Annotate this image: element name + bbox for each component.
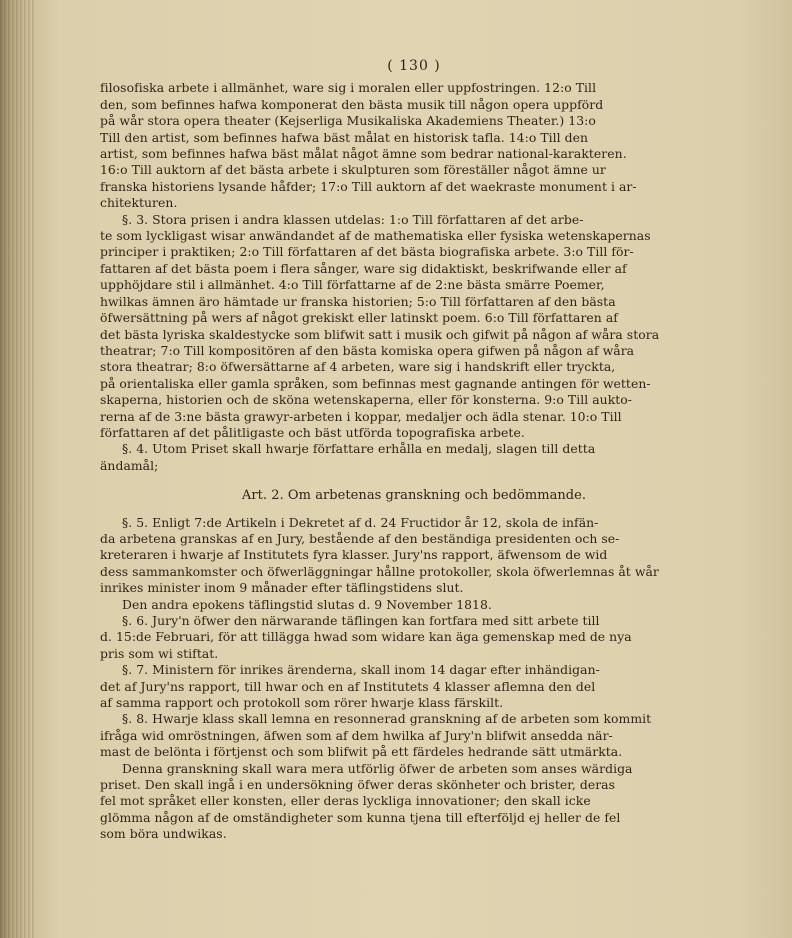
text-line: fattaren af det bästa poem i flera sånger, ware sig didaktiskt, beskrifwande eller af <box>100 260 627 276</box>
text-line: da arbetena granskas af en Jury, bestående af den beständiga presidenten och se- <box>100 530 620 546</box>
paragraph <box>100 662 728 711</box>
text-line: d. 15:de Februari, för att tillägga hwad som widare kan äga gemenskap med de nya <box>100 629 632 645</box>
text-line: upphöjdare stil i allmänhet. 4:o Till författarne af de 2:ne bästa smärre Poemer, <box>100 277 605 293</box>
paragraph <box>100 515 728 597</box>
text-line: på orientaliska eller gamla språken, som befinnas mest gagnande antingen för wetten- <box>100 375 651 391</box>
text-line: fel mot språket eller konsten, eller deras lyckliga innovationer; den skall icke <box>100 793 591 809</box>
section-prizes-class-1 <box>100 80 728 474</box>
text-line: franska historiens lysande håfder; 17:o Till auktorn af det waekraste monument i ar- <box>100 178 637 194</box>
text-line: hwilkas ämnen äro hämtade ur franska historien; 5:o Till författaren af den bästa <box>100 293 616 309</box>
text-line: 16:o Till auktorn af det bästa arbete i skulpturen som föreställer något ämne ur <box>100 162 606 178</box>
text-line: kreteraren i hwarje af Institutets fyra klasser. Jury'ns rapport, äfwensom de wid <box>100 547 608 563</box>
paragraph <box>100 711 728 760</box>
paragraph <box>100 441 728 474</box>
text-line: skaperna, historien och de sköna wetenskaperna, eller för konsterna. 9:o Till aukto- <box>100 392 633 408</box>
text-line: på wår stora opera theater (Kejserliga Musikaliska Akademiens Theater.) 13:o <box>100 113 596 129</box>
text-line: §. 4. Utom Priset skall hwarje författare erhålla en medalj, slagen till detta <box>122 441 596 457</box>
text-line: glömma någon af de omständigheter som kunna tjena till efterföljd ej heller de fel <box>100 809 621 825</box>
text-line: ifråga wid omröstningen, äfwen som af dem hwilka af Jury'n blifwit ansedda när- <box>100 727 613 743</box>
text-line: §. 8. Hwarje klass skall lemna en resonnerad granskning af de arbeten som kommit <box>122 711 652 727</box>
text-line: dess sammankomster och öfwerläggningar hållne protokoller, skola öfwerlemnas åt wår <box>100 563 659 579</box>
text-line: priset. Den skall ingå i en undersökning öfwer deras skönheter och brister, deras <box>100 777 616 793</box>
text-line: §. 6. Jury'n öfwer den närwarande täflingen kan fortfara med sitt arbete till <box>122 613 600 628</box>
text-line: inrikes minister inom 9 månader efter täflingstidens slut. <box>100 580 464 596</box>
text-line: te som lyckligast wisar anwändandet af de mathematiska eller fysiska wetenskapernas <box>100 228 651 244</box>
text-line: ändamål; <box>100 457 159 473</box>
text-line: det bästa lyriska skaldestycke som blifwit satt i musik och gifwit på någon af wåra stora <box>100 326 660 342</box>
text-line: det af Jury'ns rapport, till hwar och en af Institutets 4 klasser aflemna den del <box>100 678 596 694</box>
paragraph <box>100 212 728 442</box>
text-line: §. 3. Stora prisen i andra klassen utdelas: 1:o Till författaren af det arbe- <box>122 211 584 227</box>
paragraph <box>100 80 728 211</box>
text-line: stora theatrar; 8:o öfwersättarne af 4 arbeten, ware sig i handskrift eller tryckta, <box>100 359 616 375</box>
text-line: mast de belönta i förtjenst och som blifwit på ett färdeles hedrande sätt utmärkta. <box>100 744 623 760</box>
article-heading: Art. 2. Om arbetenas granskning och bedömmande. <box>241 488 587 504</box>
page-number: ( 130 ) <box>387 58 441 74</box>
text-line: af samma rapport och protokoll som rörer hwarje klass färskilt. <box>100 695 504 711</box>
text-line: filosofiska arbete i allmänhet, ware sig i moralen eller uppfostringen. 12:o Till <box>100 80 597 96</box>
text-line: artist, som befinnes hafwa bäst målat något ämne som bedrar national-karakteren. <box>100 146 627 162</box>
text-line: chitekturen. <box>100 195 178 211</box>
text-line: principer i praktiken; 2:o Till författaren af det bästa biografiska arbete. 3:o Till för- <box>100 244 634 260</box>
text-line: Denna granskning skall wara mera utförlig öfwer de arbeten som anses wärdiga <box>122 760 633 776</box>
text-line: öfwersättning på wers af något grekiskt eller latinskt poem. 6:o Till författaren af <box>100 310 618 326</box>
text-line: §. 7. Ministern för inrikes ärenderna, skall inom 14 dagar efter inhändigan- <box>122 662 600 678</box>
page-text <box>100 58 728 843</box>
text-line: som böra undwikas. <box>100 826 227 842</box>
text-line: rerna af de 3:ne bästa grawyr-arbeten i koppar, medaljer och ädla stenar. 10:o Till <box>100 408 622 424</box>
section-judging <box>100 515 728 843</box>
text-line: theatrar; 7:o Till kompositören af den bästa komiska opera gifwen på någon af wåra <box>100 342 635 358</box>
text-line: pris som wi stiftat. <box>100 645 219 661</box>
book-gutter <box>0 0 34 938</box>
text-line: den, som befinnes hafwa komponerat den bästa musik till någon opera uppförd <box>100 96 604 112</box>
text-line: författaren af det pålitligaste och bäst utförda topografiska arbete. <box>100 424 525 440</box>
paragraph <box>100 597 728 613</box>
text-line: §. 5. Enligt 7:de Artikeln i Dekretet af d. 24 Fructidor år 12, skola de infän- <box>122 514 599 530</box>
paragraph <box>100 761 728 843</box>
text-line: Den andra epokens täflingstid slutas d. 9 November 1818. <box>122 596 492 612</box>
paragraph <box>100 613 728 662</box>
text-line: Till den artist, som befinnes hafwa bäst målat en historisk tafla. 14:o Till den <box>100 129 589 145</box>
